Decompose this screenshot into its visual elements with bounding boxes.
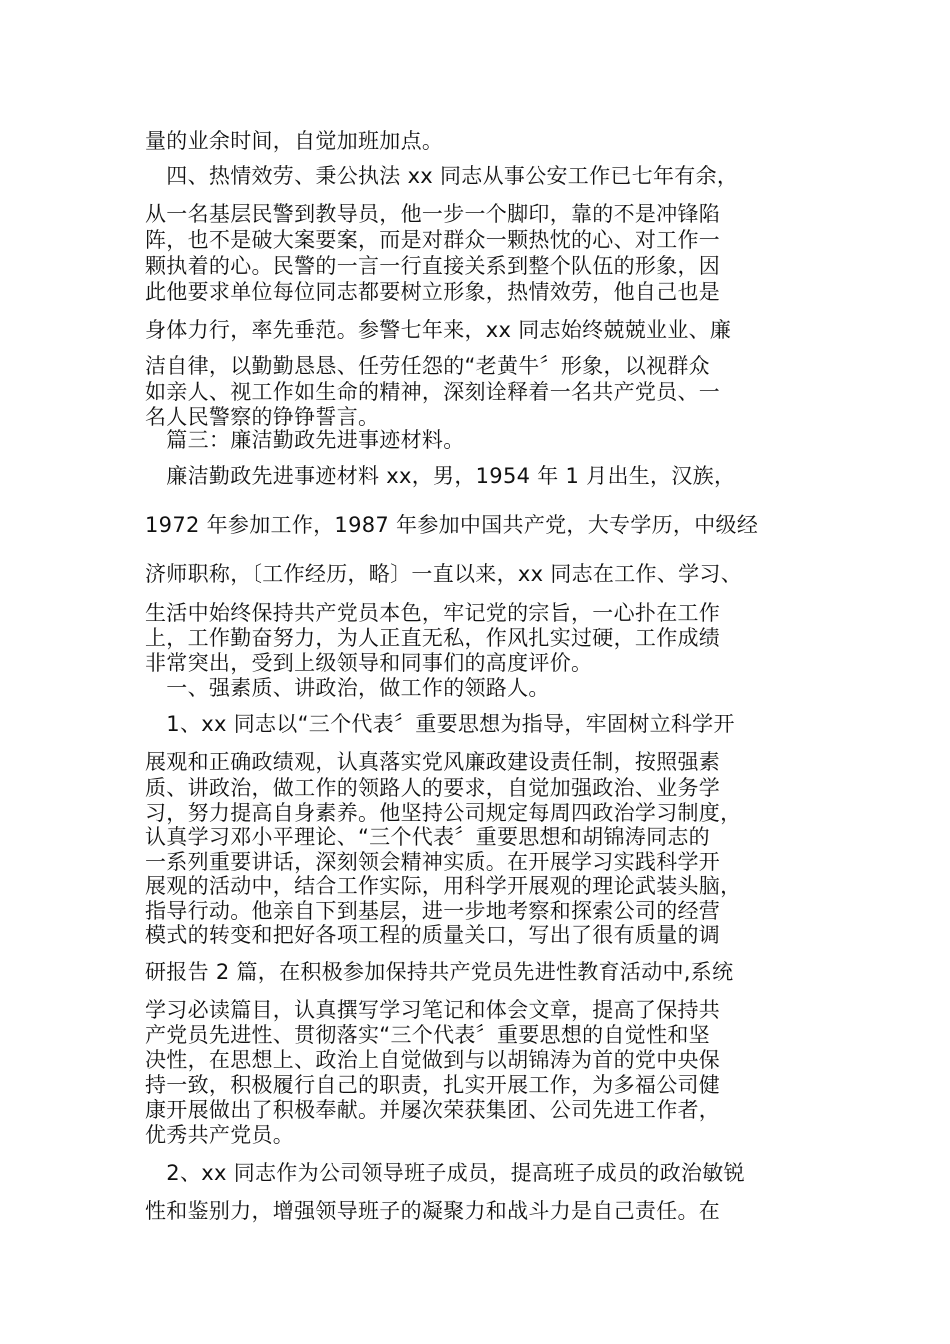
text-line: 性和鉴别力，增强领导班子的凝聚力和战斗力是自己责任。在: [145, 1199, 721, 1223]
text-line: 廉洁勤政先进事迹材料 xx，男，1954 年 1 月出生，汉族，: [145, 464, 736, 488]
text-line: 决性，在思想上、政治上自觉做到与以胡锦涛为首的党中央保: [145, 1048, 721, 1072]
text-line: 1972 年参加工作，1987 年参加中国共产党，大专学历，中级经: [145, 513, 759, 537]
text-line: 认真学习邓小平理论、“三个代表〞重要思想和胡锦涛同志的: [145, 825, 710, 849]
text-line: 非常突出，受到上级领导和同事们的高度评价。: [145, 651, 593, 675]
text-line: 指导行动。他亲自下到基层，进一步地考察和探索公司的经营: [145, 899, 721, 923]
text-line: 阵，也不是破大案要案，而是对群众一颗热忱的心、对工作一: [145, 228, 721, 252]
text-line: 习，努力提高自身素养。他坚持公司规定每周四政治学习制度，: [145, 801, 742, 825]
text-line: 名人民警察的铮铮誓言。: [145, 405, 380, 429]
text-line: 产党员先进性、贯彻落实“三个代表〞重要思想的自觉性和坚: [145, 1023, 710, 1047]
section-heading: 一、强素质、讲政治，做工作的领路人。: [145, 676, 550, 700]
text-line: 如亲人、视工作如生命的精神，深刻诠释着一名共产党员、一: [145, 380, 721, 404]
text-line: 生活中始终保持共产党员本色，牢记党的宗旨，一心扑在工作: [145, 601, 721, 625]
section-title: 篇三：廉洁勤政先进事迹材料。: [145, 428, 465, 452]
text-line: 2、xx 同志作为公司领导班子成员，提高班子成员的政治敏锐: [145, 1161, 745, 1185]
text-line: 展观的活动中，结合工作实际，用科学开展观的理论武装头脑，: [145, 874, 742, 898]
text-line: 康开展做出了积极奉献。并屡次荣获集团、公司先进工作者，: [145, 1098, 721, 1122]
text-line: 学习必读篇目，认真撰写学习笔记和体会文章，提高了保持共: [145, 998, 721, 1022]
text-line: 展观和正确政绩观，认真落实党风廉政建设责任制，按照强素: [145, 750, 721, 774]
text-line: 上，工作勤奋努力，为人正直无私，作风扎实过硬，工作成绩: [145, 626, 721, 650]
text-line: 量的业余时间，自觉加班加点。: [145, 129, 444, 153]
text-line: 颗执着的心。民警的一言一行直接关系到整个队伍的形象，因: [145, 254, 721, 278]
text-line: 模式的转变和把好各项工程的质量关口，写出了很有质量的调: [145, 923, 721, 947]
text-line: 1、xx 同志以“三个代表〞重要思想为指导，牢固树立科学开: [145, 712, 735, 736]
text-line: 此他要求单位每位同志都要树立形象，热情效劳，他自己也是: [145, 280, 721, 304]
text-line: 质、讲政治，做工作的领路人的要求，自觉加强政治、业务学: [145, 776, 721, 800]
text-line: 洁自律，以勤勤恳恳、任劳任怨的“老黄牛〞形象，以视群众: [145, 354, 710, 378]
text-line: 研报告 2 篇，在积极参加保持共产党员先进性教育活动中,系统: [145, 960, 734, 984]
text-line: 济师职称，〔工作经历，略〕一直以来，xx 同志在工作、学习、: [145, 562, 743, 586]
text-line: 优秀共产党员。: [145, 1123, 295, 1147]
text-line: 一系列重要讲话，深刻领会精神实质。在开展学习实践科学开: [145, 850, 721, 874]
text-line: 四、热情效劳、秉公执法 xx 同志从事公安工作已七年有余，: [145, 164, 739, 188]
text-line: 持一致，积极履行自己的职责，扎实开展工作，为多福公司健: [145, 1073, 721, 1097]
text-line: 身体力行，率先垂范。参警七年来，xx 同志始终兢兢业业、廉: [145, 318, 732, 342]
text-line: 从一名基层民警到教导员，他一步一个脚印，靠的不是冲锋陷: [145, 202, 721, 226]
